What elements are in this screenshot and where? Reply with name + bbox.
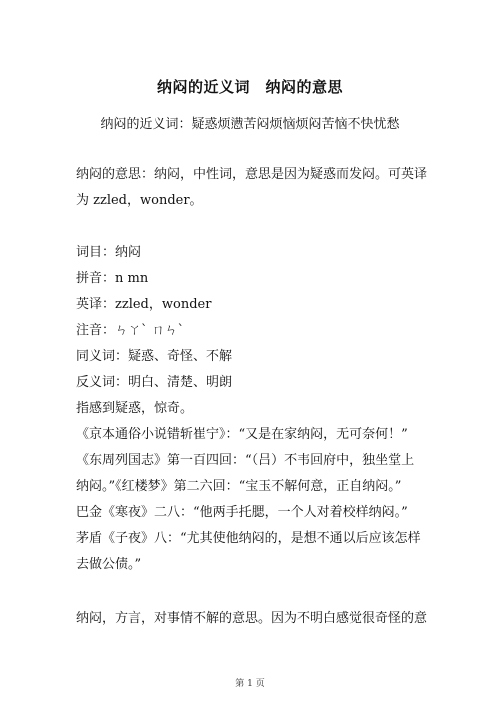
closing-line: 纳闷，方言，对事情不解的意思。因为不明白感觉很奇怪的意 xyxy=(76,611,428,626)
meaning-line-1: 纳闷的意思：纳闷，中性词，意思是因为疑惑而发闷。可英译 xyxy=(76,167,428,182)
entry-synonyms: 同义词：疑惑、奇怪、不解 xyxy=(76,349,233,364)
synonyms-line: 纳闷的近义词：疑惑烦懑苦闷烦恼烦闷苦恼不快忧愁 xyxy=(100,117,400,132)
entry-english: 英译：zzled，wonder xyxy=(76,297,212,312)
quote-line-6: 去做公债。” xyxy=(76,557,142,572)
page-title: 纳闷的近义词 纳闷的意思 xyxy=(156,78,343,96)
entry-definition: 指感到疑惑，惊奇。 xyxy=(76,401,194,416)
page-number: 第 1 页 xyxy=(235,679,265,689)
entry-antonyms: 反义词：明白、清楚、明朗 xyxy=(76,375,233,390)
quote-line-1: 《京本通俗小说错斩崔宁》：“又是在家纳闷，无可奈何！” xyxy=(76,427,408,442)
entry-zhuyin: 注音：ㄣㄚˋ ㄇㄣˋ xyxy=(76,323,185,338)
entry-headword: 词目：纳闷 xyxy=(76,245,142,260)
quote-line-3: 纳闷。”《红楼梦》第二六回：“宝玉不解何意，正自纳闷。” xyxy=(76,479,402,494)
meaning-line-2: 为 zzled，wonder。 xyxy=(76,193,203,208)
quote-line-2: 《东周列国志》第一百四回：“（吕）不韦回府中，独坐堂上 xyxy=(76,453,415,468)
quote-line-4: 巴金《寒夜》二八：“他两手托腮，一个人对着校样纳闷。” xyxy=(76,505,408,520)
entry-pinyin: 拼音：n mn xyxy=(76,271,149,286)
quote-line-5: 茅盾《子夜》八：“尤其使他纳闷的，是想不通以后应该怎样 xyxy=(76,531,421,546)
